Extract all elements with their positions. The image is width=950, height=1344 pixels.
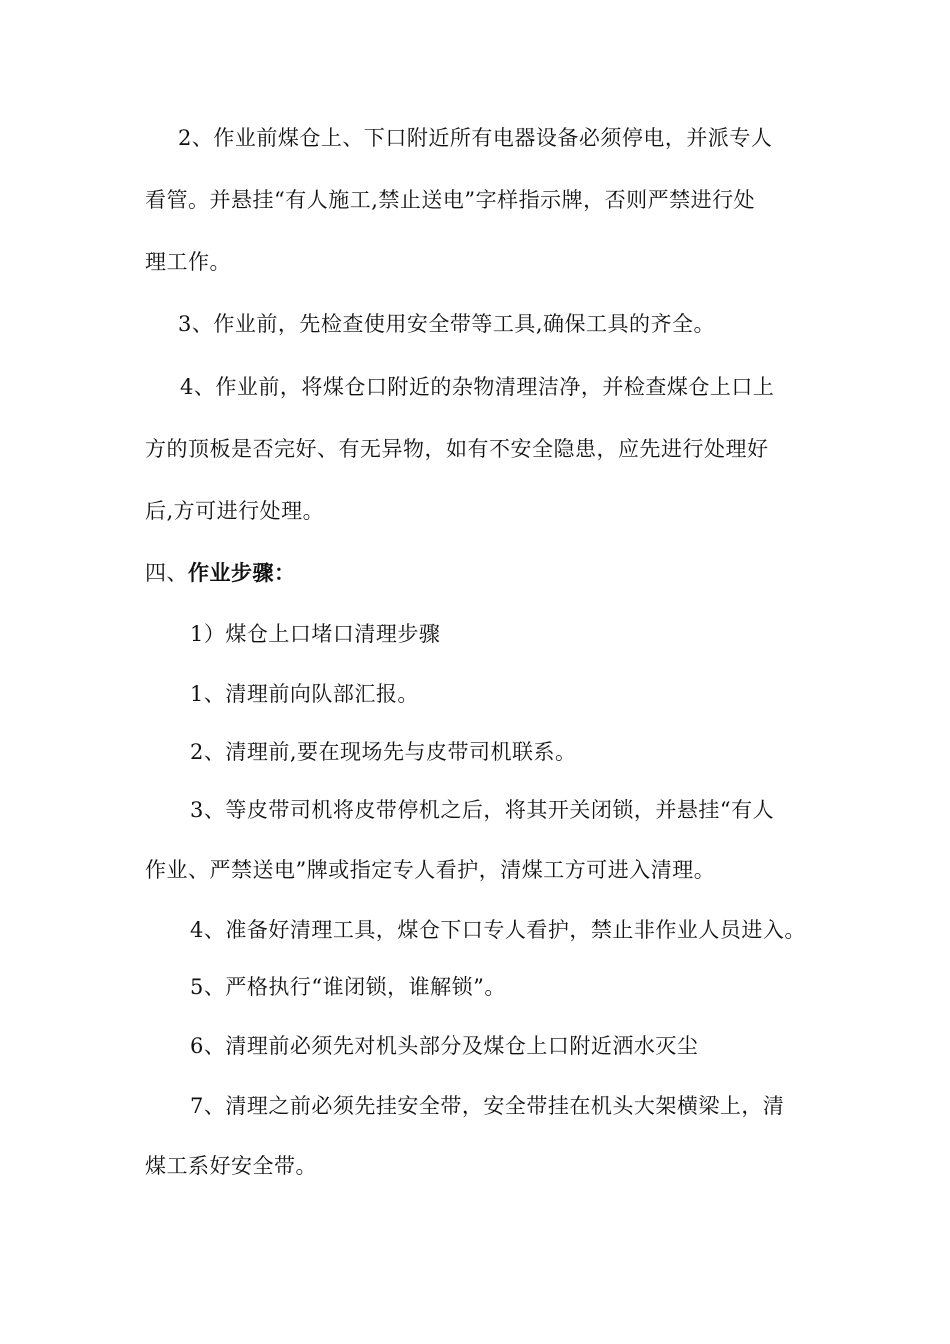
section-heading-title: 作业步骤： [188,560,296,585]
step-3-line-1: 3、等皮带司机将皮带停机之后，将其开关闭锁，并悬挂“有人 [190,798,775,822]
paragraph-item-4-line-1: 4、作业前，将煤仓口附近的杂物清理洁净，并检查煤仓上口上 [180,375,775,399]
section-heading [145,559,296,587]
paragraph-item-2-line-1: 2、作业前煤仓上、下口附近所有电器设备必须停电，并派专人 [178,126,773,150]
step-6: 6、清理前必须先对机头部分及煤仓上口附近洒水灭尘 [190,1034,699,1058]
paragraph-item-4-line-3: 后,方可进行处理。 [145,499,325,523]
step-7-line-2: 煤工系好安全带。 [145,1154,317,1178]
paragraph-item-4-line-2: 方的顶板是否完好、有无异物，如有不安全隐患，应先进行处理好 [145,437,769,461]
step-4: 4、准备好清理工具，煤仓下口专人看护，禁止非作业人员进入。 [190,918,806,942]
step-7-line-1: 7、清理之前必须先挂安全带，安全带挂在机头大架横梁上，清 [190,1094,785,1118]
step-2: 2、清理前,要在现场先与皮带司机联系。 [190,740,577,764]
paragraph-item-3: 3、作业前，先检查使用安全带等工具,确保工具的齐全。 [178,312,716,336]
section-heading-number: 四、 [145,561,188,585]
step-5: 5、严格执行“谁闭锁，谁解锁”。 [190,975,506,999]
step-3-line-2: 作业、严禁送电”牌或指定专人看护，清煤工方可进入清理。 [145,858,716,882]
paragraph-item-2-line-3: 理工作。 [145,250,231,274]
step-1: 1、清理前向队部汇报。 [190,682,419,706]
paragraph-item-2-line-2: 看管。并悬挂“有人施工,禁止送电”字样指示牌，否则严禁进行处 [145,188,756,212]
subsection-title: 1）煤仓上口堵口清理步骤 [190,622,441,646]
